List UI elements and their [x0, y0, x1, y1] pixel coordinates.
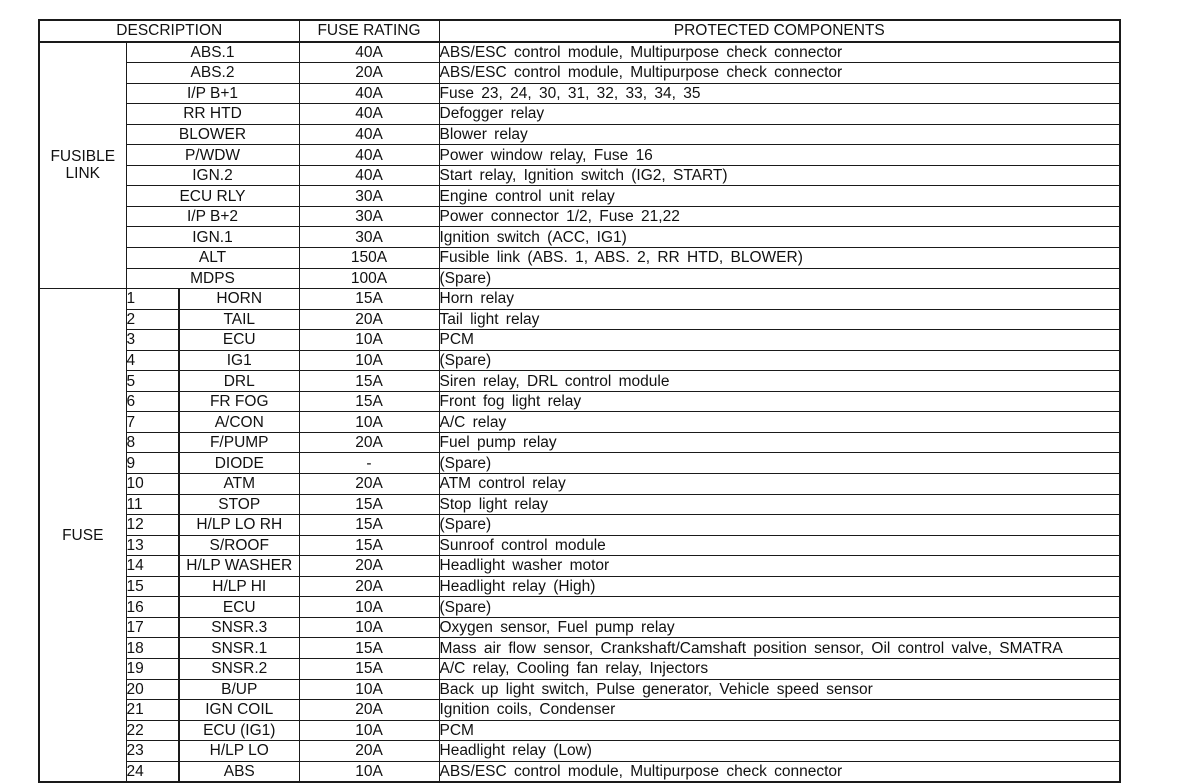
fuse-rating: 20A	[299, 576, 439, 597]
fuse-number: 13	[126, 535, 179, 556]
fusible-link-group-label	[39, 42, 126, 289]
fuse-row	[39, 474, 1120, 495]
fusible-link-name: IGN.1	[126, 227, 299, 248]
fuse-rating: 40A	[299, 104, 439, 125]
fusible-link-row	[39, 42, 1120, 63]
fuse-row	[39, 741, 1120, 762]
fuse-name: ECU	[179, 597, 299, 618]
protected-components: Fuel pump relay	[439, 432, 1120, 453]
protected-components: (Spare)	[439, 597, 1120, 618]
fuse-number: 3	[126, 330, 179, 351]
fuse-rating: 10A	[299, 350, 439, 371]
fuse-number: 19	[126, 658, 179, 679]
fuse-number: 17	[126, 617, 179, 638]
fuse-name: ECU	[179, 330, 299, 351]
fuse-row	[39, 309, 1120, 330]
fuse-name: TAIL	[179, 309, 299, 330]
fuse-name: STOP	[179, 494, 299, 515]
fuse-rating: 30A	[299, 227, 439, 248]
fuse-rating: 30A	[299, 186, 439, 207]
fuse-rating: 15A	[299, 638, 439, 659]
fuse-row	[39, 350, 1120, 371]
fuse-row	[39, 494, 1120, 515]
fusible-link-row	[39, 165, 1120, 186]
header-protected-components: PROTECTED COMPONENTS	[439, 20, 1120, 42]
fuse-rating: 15A	[299, 515, 439, 536]
fuse-rating: 10A	[299, 330, 439, 351]
fuse-name: H/LP LO	[179, 741, 299, 762]
fuse-number: 9	[126, 453, 179, 474]
protected-components: Start relay, Ignition switch (IG2, START)	[439, 165, 1120, 186]
protected-components: ATM control relay	[439, 474, 1120, 495]
fuse-rating: 20A	[299, 741, 439, 762]
fusible-link-name: ECU RLY	[126, 186, 299, 207]
fuse-rating: 15A	[299, 371, 439, 392]
fuse-rating: 10A	[299, 679, 439, 700]
fuse-number: 2	[126, 309, 179, 330]
fusible-link-name: I/P B+2	[126, 206, 299, 227]
fusible-link-row	[39, 248, 1120, 269]
protected-components: (Spare)	[439, 453, 1120, 474]
fuse-row	[39, 638, 1120, 659]
protected-components: Fuse 23, 24, 30, 31, 32, 33, 34, 35	[439, 83, 1120, 104]
protected-components: Horn relay	[439, 289, 1120, 310]
protected-components: Oxygen sensor, Fuel pump relay	[439, 617, 1120, 638]
protected-components: Sunroof control module	[439, 535, 1120, 556]
fuse-rating: 20A	[299, 309, 439, 330]
fuse-rating: 40A	[299, 145, 439, 166]
fuse-name: FR FOG	[179, 391, 299, 412]
protected-components: ABS/ESC control module, Multipurpose check connector	[439, 42, 1120, 63]
fuse-rating: 20A	[299, 556, 439, 577]
fuse-name: SNSR.3	[179, 617, 299, 638]
protected-components: A/C relay, Cooling fan relay, Injectors	[439, 658, 1120, 679]
protected-components: Front fog light relay	[439, 391, 1120, 412]
fuse-number: 21	[126, 700, 179, 721]
fuse-row	[39, 597, 1120, 618]
fuse-name: SNSR.2	[179, 658, 299, 679]
protected-components: Back up light switch, Pulse generator, Vehicle speed sensor	[439, 679, 1120, 700]
fusible-link-name: ALT	[126, 248, 299, 269]
fuse-name: A/CON	[179, 412, 299, 433]
group-label-line: LINK	[65, 165, 100, 183]
fuse-rating: 15A	[299, 289, 439, 310]
fuse-name: IGN COIL	[179, 700, 299, 721]
fuse-name: H/LP WASHER	[179, 556, 299, 577]
fuse-name: ATM	[179, 474, 299, 495]
fuse-name: SNSR.1	[179, 638, 299, 659]
fuse-name: F/PUMP	[179, 432, 299, 453]
fuse-name: DIODE	[179, 453, 299, 474]
fuse-row	[39, 556, 1120, 577]
protected-components: Blower relay	[439, 124, 1120, 145]
fuse-table	[38, 19, 1121, 783]
fuse-name: IG1	[179, 350, 299, 371]
fusible-link-row	[39, 104, 1120, 125]
protected-components: PCM	[439, 720, 1120, 741]
fuse-name: ECU (IG1)	[179, 720, 299, 741]
protected-components: Mass air flow sensor, Crankshaft/Camshaft position sensor, Oil control valve, SMATRA	[439, 638, 1120, 659]
protected-components: PCM	[439, 330, 1120, 351]
fuse-row	[39, 761, 1120, 782]
fuse-row	[39, 658, 1120, 679]
protected-components: Siren relay, DRL control module	[439, 371, 1120, 392]
fuse-rating: 20A	[299, 700, 439, 721]
fuse-rating: 15A	[299, 658, 439, 679]
fuse-name: HORN	[179, 289, 299, 310]
fuse-row	[39, 371, 1120, 392]
protected-components: Power connector 1/2, Fuse 21,22	[439, 206, 1120, 227]
fusible-link-name: RR HTD	[126, 104, 299, 125]
fuse-row	[39, 432, 1120, 453]
fuse-number: 16	[126, 597, 179, 618]
fuse-rating: 30A	[299, 206, 439, 227]
fuse-rating: 40A	[299, 165, 439, 186]
fuse-number: 7	[126, 412, 179, 433]
fusible-link-row	[39, 186, 1120, 207]
fuse-number: 23	[126, 741, 179, 762]
fuse-row	[39, 535, 1120, 556]
fuse-number: 4	[126, 350, 179, 371]
fuse-name: DRL	[179, 371, 299, 392]
fuse-rating: 20A	[299, 432, 439, 453]
fuse-number: 14	[126, 556, 179, 577]
fuse-rating: 10A	[299, 597, 439, 618]
fusible-link-row	[39, 145, 1120, 166]
fuse-rating: 10A	[299, 412, 439, 433]
fusible-link-name: I/P B+1	[126, 83, 299, 104]
fusible-link-name: P/WDW	[126, 145, 299, 166]
fuse-row	[39, 576, 1120, 597]
protected-components: Engine control unit relay	[439, 186, 1120, 207]
protected-components: Power window relay, Fuse 16	[439, 145, 1120, 166]
header-description: DESCRIPTION	[39, 20, 299, 42]
fuse-number: 24	[126, 761, 179, 782]
fusible-link-name: MDPS	[126, 268, 299, 289]
fuse-name: ABS	[179, 761, 299, 782]
fuse-rating: 10A	[299, 617, 439, 638]
fuse-number: 5	[126, 371, 179, 392]
fuse-rating: 40A	[299, 83, 439, 104]
group-label-line: FUSIBLE	[50, 148, 116, 166]
fuse-number: 20	[126, 679, 179, 700]
fusible-link-row	[39, 268, 1120, 289]
header-row	[39, 20, 1120, 42]
fuse-rating: 15A	[299, 494, 439, 515]
fuse-number: 1	[126, 289, 179, 310]
protected-components: Ignition switch (ACC, IG1)	[439, 227, 1120, 248]
fuse-number: 15	[126, 576, 179, 597]
fuse-row	[39, 412, 1120, 433]
fusible-link-row	[39, 124, 1120, 145]
fusible-link-name: ABS.2	[126, 63, 299, 84]
fuse-number: 6	[126, 391, 179, 412]
fuse-name: H/LP LO RH	[179, 515, 299, 536]
fuse-rating: 20A	[299, 474, 439, 495]
fusible-link-row	[39, 206, 1120, 227]
fusible-link-row	[39, 83, 1120, 104]
protected-components: Stop light relay	[439, 494, 1120, 515]
fuse-rating: 100A	[299, 268, 439, 289]
protected-components: (Spare)	[439, 515, 1120, 536]
protected-components: Ignition coils, Condenser	[439, 700, 1120, 721]
fuse-name: H/LP HI	[179, 576, 299, 597]
protected-components: Headlight relay (Low)	[439, 741, 1120, 762]
fusible-link-name: IGN.2	[126, 165, 299, 186]
fuse-number: 8	[126, 432, 179, 453]
fuse-rating: 15A	[299, 391, 439, 412]
header-fuse-rating: FUSE RATING	[299, 20, 439, 42]
fuse-row	[39, 453, 1120, 474]
fuse-row	[39, 700, 1120, 721]
fuse-number: 11	[126, 494, 179, 515]
fuse-row	[39, 289, 1120, 310]
table-body	[39, 42, 1120, 783]
protected-components: Fusible link (ABS. 1, ABS. 2, RR HTD, BLOWER)	[439, 248, 1120, 269]
fuse-group-label: FUSE	[39, 289, 126, 783]
fusible-link-name: ABS.1	[126, 42, 299, 63]
fuse-rating: 40A	[299, 124, 439, 145]
fuse-number: 18	[126, 638, 179, 659]
fuse-rating: 10A	[299, 761, 439, 782]
protected-components: Headlight washer motor	[439, 556, 1120, 577]
fuse-name: S/ROOF	[179, 535, 299, 556]
fuse-rating: 15A	[299, 535, 439, 556]
fuse-rating: 150A	[299, 248, 439, 269]
fuse-rating: 10A	[299, 720, 439, 741]
fuse-row	[39, 391, 1120, 412]
fuse-row	[39, 330, 1120, 351]
fuse-number: 22	[126, 720, 179, 741]
fuse-number: 10	[126, 474, 179, 495]
fuse-row	[39, 679, 1120, 700]
protected-components: (Spare)	[439, 268, 1120, 289]
fuse-row	[39, 515, 1120, 536]
fusible-link-name: BLOWER	[126, 124, 299, 145]
protected-components: A/C relay	[439, 412, 1120, 433]
protected-components: Defogger relay	[439, 104, 1120, 125]
protected-components: ABS/ESC control module, Multipurpose check connector	[439, 761, 1120, 782]
fuse-row	[39, 617, 1120, 638]
fuse-number: 12	[126, 515, 179, 536]
fusible-link-row	[39, 227, 1120, 248]
fuse-rating: -	[299, 453, 439, 474]
fuse-row	[39, 720, 1120, 741]
fuse-name: B/UP	[179, 679, 299, 700]
protected-components: Tail light relay	[439, 309, 1120, 330]
protected-components: ABS/ESC control module, Multipurpose check connector	[439, 63, 1120, 84]
protected-components: (Spare)	[439, 350, 1120, 371]
fuse-rating: 20A	[299, 63, 439, 84]
fusible-link-row	[39, 63, 1120, 84]
protected-components: Headlight relay (High)	[439, 576, 1120, 597]
fuse-rating: 40A	[299, 42, 439, 63]
